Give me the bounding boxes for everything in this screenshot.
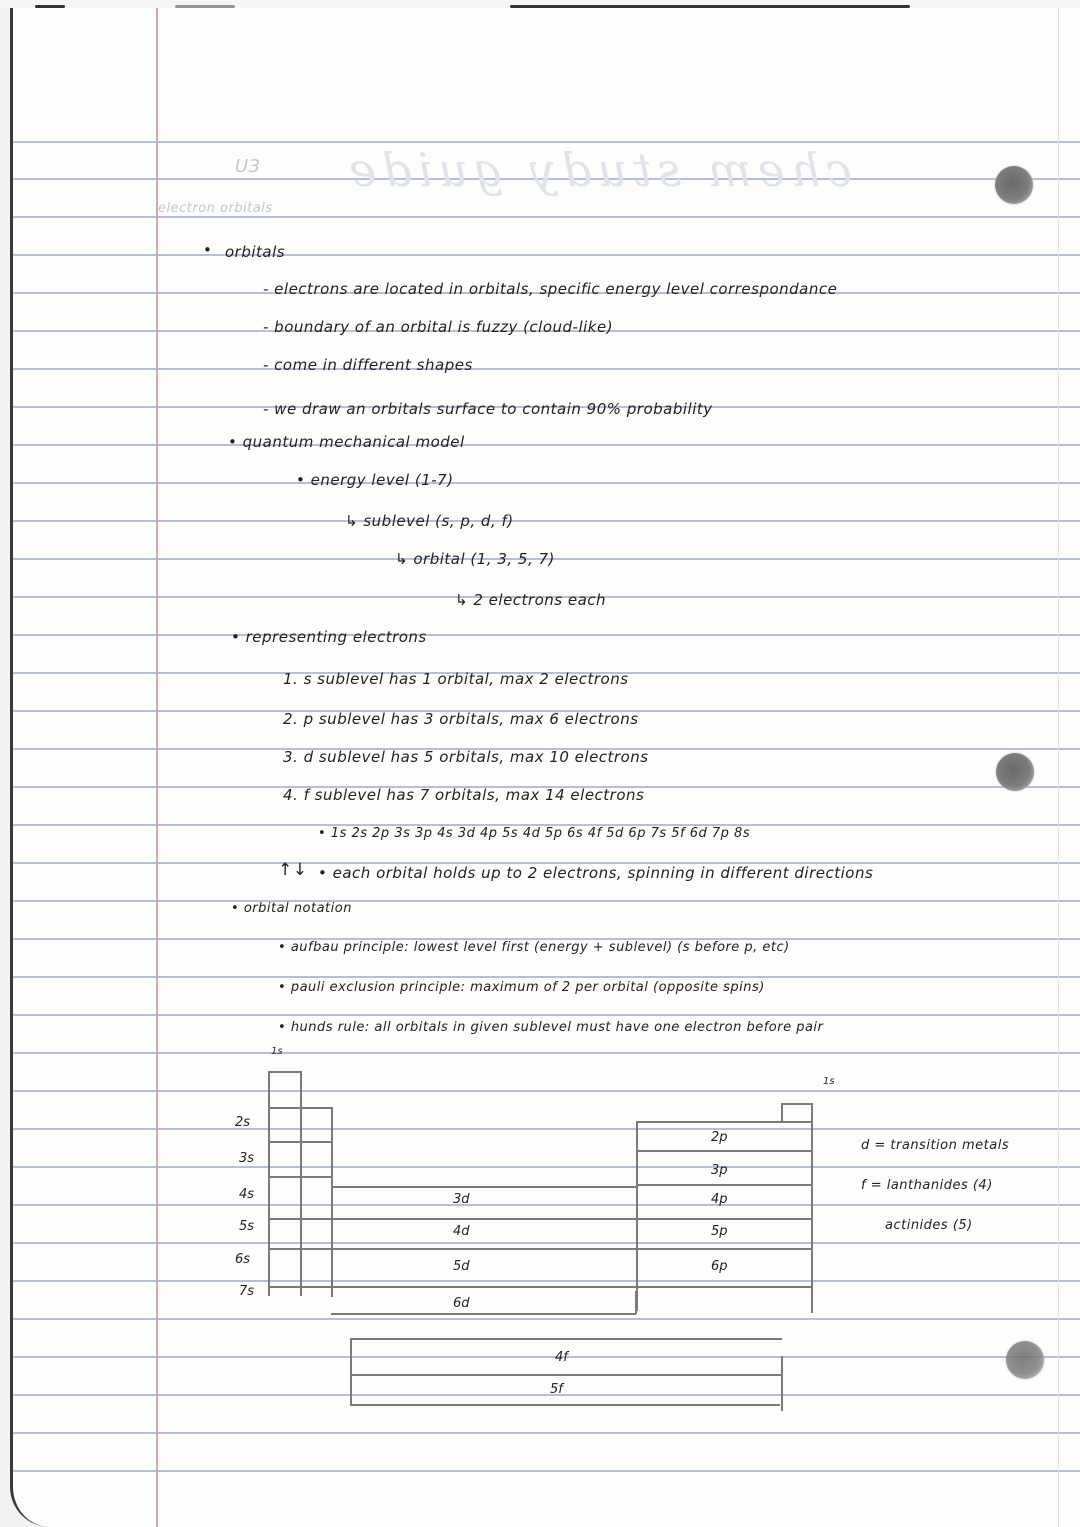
- orbitals-point: - electrons are located in orbitals, specific energy level correspondance: [263, 280, 838, 298]
- hierarchy-item: sublevel (s, p, d, f): [363, 512, 514, 530]
- legend-actinides: actinides (5): [885, 1218, 973, 1233]
- title-show-through: chem study guide: [343, 143, 853, 197]
- sublevel-item: 1. s sublevel has 1 orbital, max 2 electrons: [283, 670, 629, 688]
- unit-label: U3: [235, 156, 261, 177]
- hierarchy-item: orbital (1, 3, 5, 7): [413, 550, 555, 568]
- spin-arrows-icon: ↑↓: [278, 860, 308, 880]
- s-label: 6s: [235, 1252, 251, 1267]
- p-label: 5p: [711, 1224, 728, 1239]
- orbitals-heading: orbitals: [225, 243, 286, 261]
- d-label: 4d: [453, 1224, 470, 1239]
- page-top-edge: [0, 0, 1080, 8]
- arrow-icon: ↳: [395, 550, 409, 568]
- f-label: 5f: [550, 1382, 563, 1397]
- legend-d: d = transition metals: [861, 1138, 1010, 1153]
- principle-aufbau: aufbau principle: lowest level first (energy + sublevel) (s before p, etc): [290, 940, 790, 955]
- orbitals-point: - come in different shapes: [263, 356, 473, 374]
- hierarchy-item: 2 electrons each: [473, 591, 607, 609]
- right-guide-line: [1058, 8, 1059, 1527]
- principle-hund: hunds rule: all orbitals in given sublevel must have one electron before pair: [290, 1020, 824, 1035]
- sublevel-item: 2. p sublevel has 3 orbitals, max 6 electrons: [283, 710, 639, 728]
- binder-hole-bottom: [1006, 1341, 1044, 1379]
- orbitals-point: - boundary of an orbital is fuzzy (cloud-like): [263, 318, 614, 336]
- f-label: 4f: [555, 1350, 568, 1365]
- hierarchy-item: energy level (1-7): [310, 471, 454, 489]
- d-label: 6d: [453, 1296, 470, 1311]
- spin-note: each orbital holds up to 2 electrons, spinning in different directions: [332, 864, 874, 882]
- binder-hole-middle: [996, 753, 1034, 791]
- p-label: 3p: [711, 1163, 728, 1178]
- s-label: 4s: [239, 1187, 255, 1202]
- notation-heading: orbital notation: [243, 901, 352, 916]
- d-label: 5d: [453, 1259, 470, 1274]
- legend-f: f = lanthanides (4): [861, 1178, 993, 1193]
- arrow-icon: ↳: [345, 512, 359, 530]
- representing-heading: representing electrons: [245, 628, 427, 646]
- filling-order: 1s 2s 2p 3s 3p 4s 3d 4p 5s 4d 5p 6s 4f 5d 6p 7s 5f 6d 7p 8s: [330, 826, 751, 841]
- s-label: 2s: [235, 1115, 251, 1130]
- margin-line: [156, 8, 158, 1527]
- sublevel-item: 3. d sublevel has 5 orbitals, max 10 electrons: [283, 748, 649, 766]
- p-label: 6p: [711, 1259, 728, 1274]
- s-label: 3s: [239, 1151, 255, 1166]
- h-1s-label: 1s: [271, 1046, 283, 1057]
- p-label: 2p: [711, 1130, 728, 1145]
- orbitals-point: - we draw an orbitals surface to contain 90% probability: [263, 400, 713, 418]
- d-label: 3d: [453, 1192, 470, 1207]
- s-label: 5s: [239, 1219, 255, 1234]
- quantum-heading: quantum mechanical model: [242, 433, 465, 451]
- s-label: 7s: [239, 1284, 255, 1299]
- principle-pauli: pauli exclusion principle: maximum of 2 per orbital (opposite spins): [290, 980, 765, 995]
- he-1s-label: 1s: [823, 1076, 835, 1087]
- arrow-icon: ↳: [455, 591, 469, 609]
- section-heading: electron orbitals: [158, 201, 273, 216]
- notebook-page: chem study guide U3 electron orbitals • orbitals - electrons are located in orbitals, specific energy level correspondance - boundary of an orbital is fuzzy (cloud-like) - come in different shapes - we draw an orbitals surface to contain 90% probability • quantum mechanical model • energy level (1-7) ↳ sublevel (s, p, d, f) ↳ orbital (1, 3, 5, 7) ↳ 2 electrons each • representing electrons 1. s sublevel has 1 orbital, max 2 electrons 2. p sublevel has 3 orbitals, max 6 electrons 3. d sublevel has 5 orbitals, max 10 electrons 4. f sublevel has 7 orbitals, max 14 electrons • 1s 2s 2p 3s 3p 4s 3d 4p 5s 4d 5p 6s 4f 5d 6p 7s 5f 6d 7p 8s ↑↓ • each orbital holds up to 2 electrons, spinning in different directions • orbital notation • aufbau principle: lowest level first (energy + sublevel) (s before p, etc) • pauli exclusion principle: maximum of 2 per orbital (opposite spins) • hunds rule: all orbitals in given sublevel must have one electron before pair 1s 2s 3s 4s 5s 6s 7s 3d 4d 5d 6d 2p 3p 4p 5p 6p 1s 4f 5f d = transition metals f = lanthanides (4) actinides (5): [10, 8, 1080, 1527]
- binder-hole-top: [995, 166, 1033, 204]
- p-label: 4p: [711, 1192, 728, 1207]
- sublevel-item: 4. f sublevel has 7 orbitals, max 14 electrons: [283, 786, 645, 804]
- bullet-dot: •: [203, 241, 213, 259]
